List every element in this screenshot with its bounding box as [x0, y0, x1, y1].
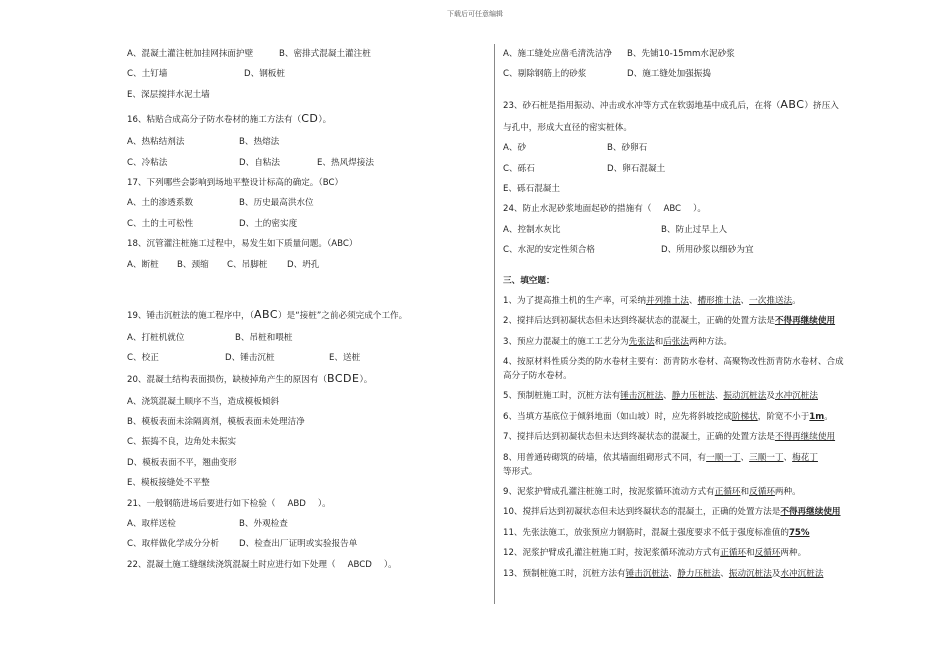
option: B、密排式混凝土灌注桩	[279, 49, 371, 59]
fill-text-end: 。	[792, 295, 801, 306]
question-text-end: ）。	[317, 498, 331, 509]
option-row	[127, 538, 482, 558]
page-header: 下载后可任意编辑	[447, 10, 503, 18]
option: B、砂卵石	[607, 143, 648, 154]
fill-9	[503, 486, 875, 506]
option-row: A、浇筑混凝土顺序不当，造成模板倾斜	[127, 396, 279, 407]
fill-answer: 不得再继续使用	[774, 432, 836, 443]
fill-text: 11、先张法施工，放张预应力钢筋时，混凝土强度要求不低于强度标准值的	[503, 527, 789, 538]
answer: ABC	[663, 204, 682, 215]
option-row: B、模板表面未涂隔离剂，模板表面未处理洁净	[127, 417, 305, 428]
answer: CD	[301, 112, 319, 126]
option: C、土的土可松性	[127, 218, 194, 229]
fill-13	[503, 568, 875, 588]
column-divider	[494, 44, 495, 604]
option: D、所用砂浆以细砂为宜	[661, 245, 754, 256]
fill-text-end: 。	[824, 411, 833, 422]
option-row	[127, 259, 482, 279]
question-23-continued: 与孔中，形成大直径的密实桩体。	[503, 122, 632, 133]
fill-text-end: 两种方法。	[688, 336, 732, 347]
option: C、剔除钢筋上的砂浆	[503, 69, 587, 80]
answer: ABCD	[347, 559, 372, 570]
question-text-end: ）。	[318, 115, 332, 126]
option-row	[503, 244, 875, 264]
option: A、取样送检	[127, 519, 176, 530]
option: A、土的渗透系数	[127, 198, 194, 209]
fill-sep: 和	[740, 487, 750, 498]
fill-11	[503, 527, 875, 547]
option: A、砂	[503, 143, 527, 154]
option: C、取样做化学成分分析	[127, 539, 219, 550]
fill-answer: 三顺一丁	[749, 452, 784, 463]
option-row	[503, 163, 875, 183]
fill-text: 13、预制桩施工时，沉桩方法有	[503, 568, 626, 579]
fill-answer: 梅花丁	[792, 452, 818, 463]
fill-text: 7、搅拌后达到初凝状态但未达到终凝状态的混凝土，正确的处置方法是	[503, 432, 775, 443]
fill-answer: 锤击沉桩法	[625, 568, 669, 579]
fill-text: 1、为了提高推土机的生产率，可采纳	[503, 295, 646, 306]
question-18: 18、沉管灌注桩施工过程中，易发生如下质量问题。（ABC）	[127, 239, 358, 250]
fill-sep: 和	[745, 548, 755, 559]
fill-text-end: 两种。	[780, 548, 807, 559]
question-21	[127, 498, 482, 518]
fill-answer: 正循环	[714, 487, 741, 498]
question-text: 16、粘贴合成高分子防水卷材的施工方法有（	[127, 115, 302, 126]
question-24	[503, 203, 875, 223]
question-16	[127, 113, 482, 136]
option: B、先铺10-15mm水泥砂浆	[627, 49, 735, 59]
fill-12	[503, 547, 875, 567]
fill-4-continued: 高分子防水卷材。	[503, 371, 572, 382]
fill-answer: 并列推土法	[645, 295, 689, 306]
option: C、水泥的安定性须合格	[503, 245, 595, 256]
option: A、混凝土灌注桩加挂网抹面护壁	[127, 49, 254, 59]
option: D、坍孔	[287, 259, 320, 270]
option-row	[503, 48, 875, 68]
option: C、土钉墙	[127, 69, 168, 80]
fill-answer: 一顺一丁	[706, 452, 741, 463]
option-row	[127, 136, 482, 156]
option: E、深层搅拌水泥土墙	[127, 89, 210, 100]
right-column	[503, 48, 875, 588]
question-text-end: ）。	[383, 559, 397, 570]
option-row	[127, 518, 482, 538]
fill-text: 5、预制桩施工时，沉桩方法有	[503, 391, 621, 402]
fill-answer: 75%	[788, 527, 810, 538]
option: B、历史最高洪水位	[239, 198, 314, 209]
option: B、防止过早上人	[661, 224, 728, 235]
fill-6	[503, 411, 875, 431]
fill-text: 6、当填方基底位于倾斜地面（如山坡）时，应先将斜坡挖成	[503, 411, 732, 422]
option: B、吊桩和喂桩	[235, 332, 293, 343]
question-text: 22、混凝土施工缝继续浇筑混凝土时应进行如下处理（	[127, 559, 336, 570]
fill-sep: 及	[771, 568, 781, 579]
option: A、控制水灰比	[503, 224, 561, 235]
option-row	[127, 218, 482, 238]
fill-text-end: 两种。	[774, 487, 801, 498]
fill-text: 2、搅拌后达到初凝状态但未达到终凝状态的混凝土，正确的处置方法是	[503, 316, 775, 327]
fill-answer: 反循环	[754, 548, 781, 559]
fill-2	[503, 315, 875, 335]
fill-1	[503, 295, 875, 315]
fill-answer: 反循环	[749, 487, 775, 498]
fill-answer: 正循环	[720, 548, 746, 559]
fill-answer: 后张法	[663, 336, 689, 347]
option: A、施工缝处应凿毛清洗洁净	[503, 49, 613, 59]
option-row: D、模板表面不平，翘曲变形	[127, 457, 237, 468]
fill-7	[503, 431, 875, 451]
answer: ABC	[253, 307, 279, 321]
option: C、砾石	[503, 163, 535, 174]
option-row	[503, 68, 875, 88]
fill-answer: 锤击沉桩法	[620, 391, 664, 402]
option: C、吊脚桩	[227, 259, 268, 270]
option: D、钢板桩	[244, 69, 285, 80]
option: B、外观检查	[239, 519, 288, 530]
option: D、卵石混凝土	[607, 163, 666, 174]
option: D、自粘法	[239, 157, 280, 168]
option: D、锤击沉桩	[225, 353, 275, 364]
option-row	[127, 332, 482, 352]
fill-answer: 水冲沉桩法	[774, 391, 818, 402]
fill-sep: 、	[740, 452, 750, 463]
fill-answer: 先张法	[628, 336, 655, 347]
option: D、土的密实度	[239, 218, 298, 229]
fill-sep: 、	[688, 295, 698, 306]
option-row	[503, 142, 875, 162]
option-row	[503, 224, 875, 244]
fill-sep: 、	[668, 568, 678, 579]
fill-4: 4、按原材料性质分类的防水卷材主要有：沥青防水卷材、高聚物改性沥青防水卷材、合成	[503, 357, 844, 368]
fill-answer: 槽形推土法	[697, 295, 741, 306]
fill-8-continued: 等形式。	[503, 466, 538, 477]
answer: ABC	[780, 97, 805, 111]
question-text-end: ）。	[359, 374, 373, 385]
option-row	[127, 352, 482, 372]
fill-sep: 、	[663, 391, 672, 402]
option: B、热熔法	[239, 137, 280, 148]
fill-text: 8、用普通砖砌筑的砖墙，依其墙面组砌形式不同，有	[503, 452, 707, 463]
fill-answer: 1m	[809, 411, 825, 422]
option-row	[127, 68, 482, 88]
option: C、冷粘法	[127, 157, 168, 168]
fill-sep: 、	[720, 568, 729, 579]
fill-answer: 阶梯状	[731, 411, 758, 422]
question-text: 21、一般钢筋进场后要进行如下检验（	[127, 498, 276, 509]
fill-answer: 振动沉桩法	[728, 568, 772, 579]
question-text-end: ）是“接桩”之前必须完成个工作。	[278, 310, 408, 321]
option: A、热粘结剂法	[127, 137, 185, 148]
question-17: 17、下列哪些会影响到场地平整设计标高的确定。（BC）	[127, 177, 344, 188]
fill-10	[503, 506, 875, 526]
fill-answer: 不得再继续使用	[774, 316, 836, 327]
fill-3	[503, 336, 875, 356]
fill-answer: 一次推送法	[749, 295, 793, 306]
answer: BCDE	[327, 371, 360, 385]
question-text: 19、锤击沉桩法的施工程序中，（	[127, 310, 254, 321]
fill-answer: 水冲沉桩法	[780, 568, 824, 579]
section-title: 三、填空题：	[503, 275, 555, 286]
fill-sep: 、	[740, 295, 750, 306]
fill-5	[503, 390, 875, 410]
option-row: E、模板接缝处不平整	[127, 478, 210, 489]
fill-text: 12、泥浆护臂成孔灌注桩施工时，按泥浆循环流动方式有	[503, 548, 721, 559]
question-text: 20、混凝土结构表面损伤，缺棱掉角产生的原因有（	[127, 374, 327, 385]
fill-text: ，阶宽不小于	[757, 411, 810, 422]
question-text-end: ）。	[693, 204, 706, 215]
fill-text: 10、搅拌后达到初凝状态但未达到终凝状态的混凝土，正确的处置方法是	[503, 507, 781, 518]
left-column	[127, 48, 482, 579]
option: A、打桩机就位	[127, 332, 185, 343]
option: C、校正	[127, 353, 159, 364]
option: D、检查出厂证明或实验报告单	[239, 539, 358, 550]
fill-sep: 和	[654, 336, 664, 347]
question-23	[503, 99, 875, 122]
option-row	[127, 197, 482, 217]
question-text: 24、防止水泥砂浆地面起砂的措施有（	[503, 204, 652, 215]
question-22	[127, 559, 482, 579]
option-row	[127, 89, 482, 109]
fill-text: 9、泥浆护臂成孔灌注桩施工时，按泥浆循环流动方式有	[503, 487, 715, 498]
option-row: C、振捣不良，边角处未振实	[127, 437, 237, 448]
option-row	[127, 157, 482, 177]
question-19	[127, 309, 482, 332]
question-text: 23、砂石桩是指用振动、冲击或水冲等方式在软弱地基中成孔后，在将（	[503, 100, 781, 111]
fill-sep: 、	[783, 452, 793, 463]
fill-text: 3、预应力混凝土的施工工艺分为	[503, 336, 629, 347]
option: E、送桩	[329, 353, 361, 364]
option-row	[127, 48, 482, 68]
fill-8	[503, 452, 875, 466]
option: A、断桩	[127, 259, 159, 270]
option: D、施工缝处加强振捣	[627, 69, 711, 80]
answer: ABD	[287, 498, 306, 509]
fill-sep: 、	[714, 391, 724, 402]
fill-answer: 静力压桩法	[677, 568, 721, 579]
option: E、热风焊接法	[317, 157, 374, 168]
fill-answer: 静力压桩法	[671, 391, 715, 402]
fill-sep: 及	[766, 391, 775, 402]
question-20	[127, 373, 482, 396]
fill-answer: 振动沉桩法	[723, 391, 767, 402]
option-row: E、砾石混凝土	[503, 183, 560, 194]
fill-answer: 不得再继续使用	[780, 507, 841, 518]
option: B、颈缩	[177, 259, 209, 270]
question-text-end: ）挤压入	[804, 100, 839, 111]
